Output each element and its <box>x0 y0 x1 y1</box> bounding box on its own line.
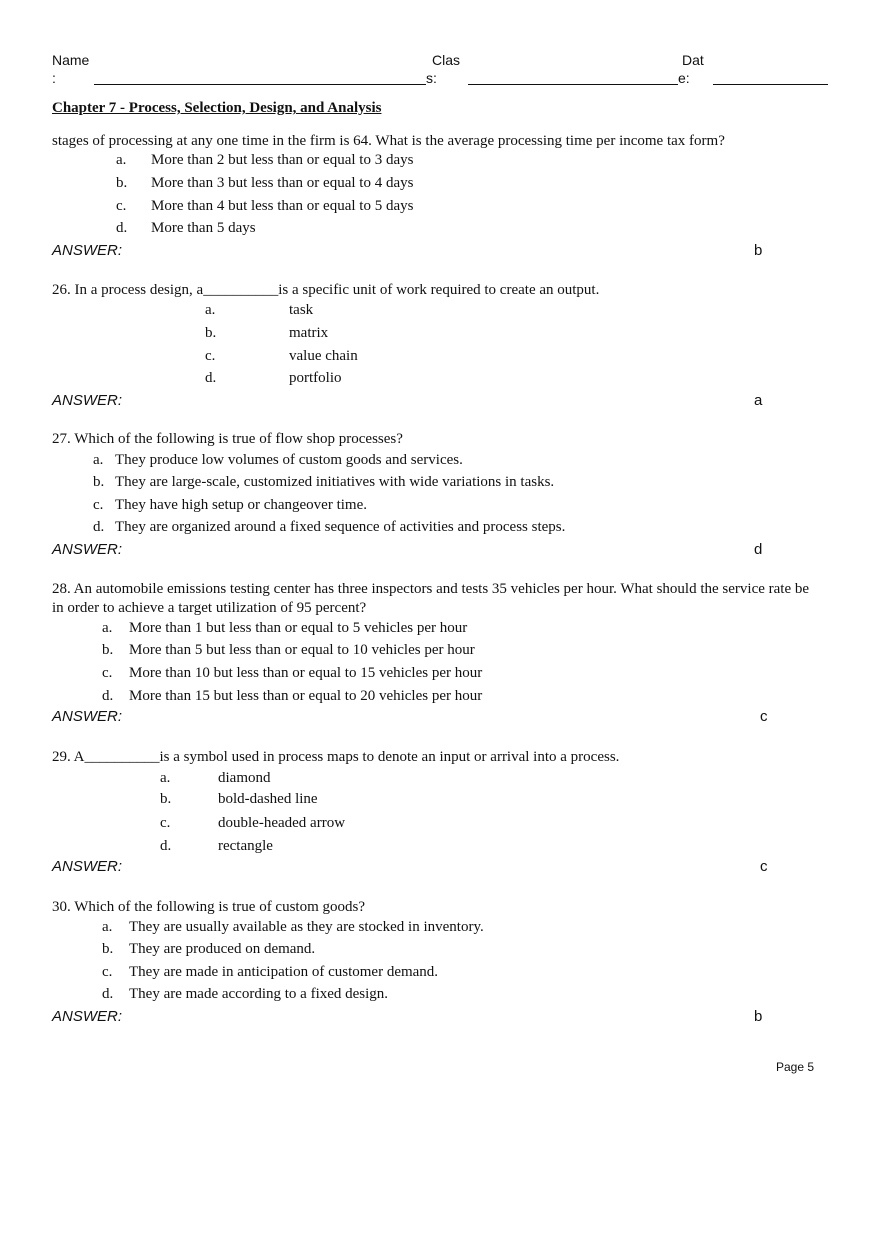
question-text: 27. Which of the following is true of flow shop processes? <box>52 431 403 447</box>
question-text: 29. A__________is a symbol used in process maps to denote an input or arrival into a process. <box>52 749 620 765</box>
option-text: More than 1 but less than or equal to 5 vehicles per hour <box>129 620 468 636</box>
date-blank-line[interactable] <box>713 84 828 85</box>
option-text: diamond <box>218 770 271 786</box>
answer-label: ANSWER: <box>52 708 123 725</box>
option-letter: a. <box>160 770 171 786</box>
option-text: rectangle <box>218 838 273 854</box>
answer-label: ANSWER: <box>52 858 123 875</box>
option-text: They are made according to a fixed design. <box>129 986 389 1002</box>
option-text: They are made in anticipation of customer demand. <box>129 964 439 980</box>
option-letter: c. <box>160 815 171 831</box>
option-text: double-headed arrow <box>218 815 346 831</box>
answer-label: ANSWER: <box>52 541 123 558</box>
answer-label: ANSWER: <box>52 242 123 259</box>
name-label-top: Name <box>52 52 90 68</box>
option-text: value chain <box>289 348 358 364</box>
name-label-bottom: : <box>52 70 56 86</box>
option-text: More than 2 but less than or equal to 3 days <box>151 152 414 168</box>
option-text: task <box>289 302 314 318</box>
option-letter: b. <box>205 325 217 341</box>
option-text: portfolio <box>289 370 342 386</box>
option-letter: a. <box>102 919 113 935</box>
option-text: matrix <box>289 325 329 341</box>
option-letter: d. <box>160 838 172 854</box>
question-text: stages of processing at any one time in the firm is 64. What is the average processing time per income tax form? <box>52 133 725 149</box>
class-label-top: Clas <box>432 52 461 68</box>
question-text: 26. In a process design, a__________is a specific unit of work required to create an output. <box>52 282 600 298</box>
option-text: They are usually available as they are stocked in inventory. <box>129 919 484 935</box>
option-letter: a. <box>93 452 104 468</box>
option-text: They are organized around a fixed sequence of activities and process steps. <box>115 519 566 535</box>
answer-value: c <box>760 708 768 725</box>
answer-label: ANSWER: <box>52 1008 123 1025</box>
chapter-title: Chapter 7 - Process, Selection, Design, and Analysis <box>52 100 382 116</box>
class-blank-line[interactable] <box>468 84 678 85</box>
option-letter: c. <box>93 497 104 513</box>
question-text: 28. An automobile emissions testing center has three inspectors and tests 35 vehicles per hour. What should the service rate be in order to achieve a target utilization of 95 percent? <box>52 581 810 616</box>
answer-value: b <box>754 1008 763 1025</box>
answer-value: a <box>754 392 763 409</box>
option-text: More than 15 but less than or equal to 20 vehicles per hour <box>129 688 483 704</box>
answer-value: d <box>754 541 763 558</box>
option-letter: d. <box>93 519 105 535</box>
option-letter: b. <box>160 791 172 807</box>
option-text: They are large-scale, customized initiatives with wide variations in tasks. <box>115 474 555 490</box>
date-label-bottom: e: <box>678 70 690 86</box>
page-number: Page 5 <box>776 1060 815 1074</box>
option-text: More than 5 days <box>151 220 256 236</box>
option-letter: c. <box>205 348 216 364</box>
option-letter: c. <box>102 964 113 980</box>
option-text: More than 3 but less than or equal to 4 days <box>151 175 414 191</box>
option-text: bold-dashed line <box>218 791 318 807</box>
option-letter: a. <box>116 152 127 168</box>
option-letter: b. <box>116 175 128 191</box>
date-label-top: Dat <box>682 52 704 68</box>
option-text: More than 10 but less than or equal to 15 vehicles per hour <box>129 665 483 681</box>
option-text: More than 5 but less than or equal to 10 vehicles per hour <box>129 642 475 658</box>
option-text: They are produced on demand. <box>129 941 316 957</box>
option-text: More than 4 but less than or equal to 5 days <box>151 198 414 214</box>
option-text: They have high setup or changeover time. <box>115 497 367 513</box>
option-letter: a. <box>205 302 216 318</box>
option-letter: d. <box>205 370 217 386</box>
answer-value: b <box>754 242 763 259</box>
option-letter: c. <box>102 665 113 681</box>
option-letter: b. <box>102 941 114 957</box>
option-text: They produce low volumes of custom goods and services. <box>115 452 463 468</box>
option-letter: b. <box>102 642 114 658</box>
option-letter: b. <box>93 474 105 490</box>
option-letter: a. <box>102 620 113 636</box>
option-letter: d. <box>102 986 114 1002</box>
option-letter: c. <box>116 198 127 214</box>
option-letter: d. <box>102 688 114 704</box>
answer-value: c <box>760 858 768 875</box>
answer-label: ANSWER: <box>52 392 123 409</box>
question-text: 30. Which of the following is true of custom goods? <box>52 899 366 915</box>
option-letter: d. <box>116 220 128 236</box>
name-blank-line[interactable] <box>94 84 426 85</box>
class-label-bottom: s: <box>426 70 437 86</box>
